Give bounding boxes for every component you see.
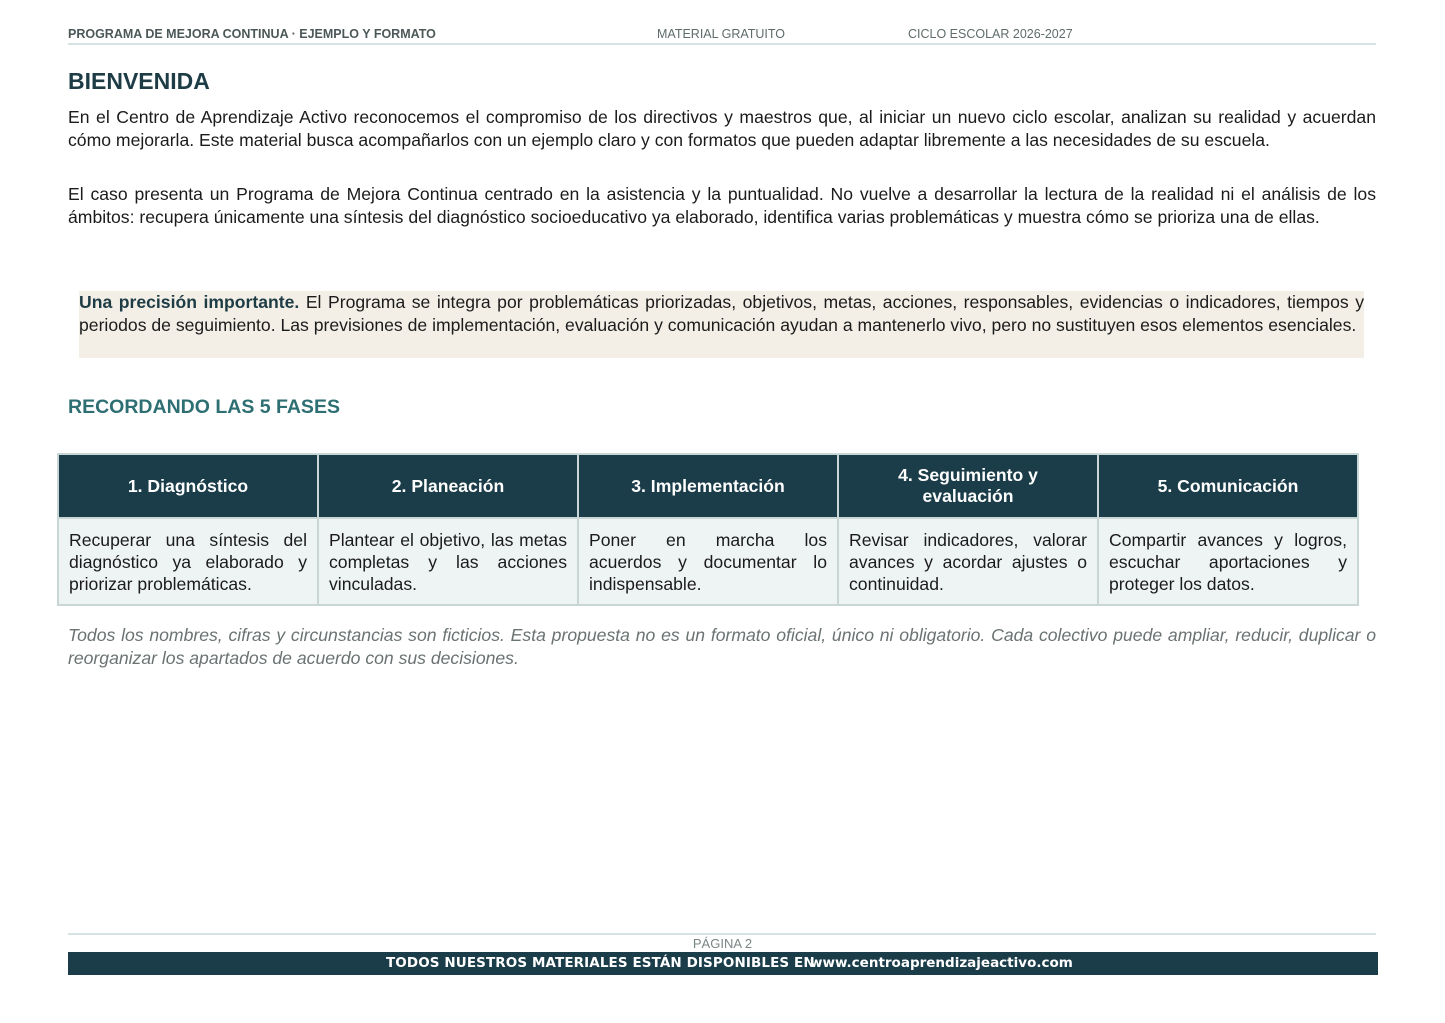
- welcome-paragraph-1: En el Centro de Aprendizaje Activo reconocemos el compromiso de los directivos y maestros que, al iniciar un nuevo ciclo escolar, analizan su realidad y acuerdan cómo mejorarla. Este material busca acompañarlos con un ejemplo claro y con formatos que pueden adaptar libremente a las necesidades de su escuela.: [68, 107, 1376, 150]
- phase-header-implementacion: 3. Implementación: [578, 454, 838, 518]
- phase-desc-seguimiento: Revisar indicadores, valorar avances y acordar ajustes o continuidad.: [838, 518, 1098, 605]
- header-material-label: MATERIAL GRATUITO: [657, 27, 786, 41]
- phase-desc-comunicacion: Compartir avances y logros, escuchar aportaciones y proteger los datos.: [1098, 518, 1358, 605]
- footer-divider: [68, 933, 1376, 935]
- footer-banner: [68, 952, 1378, 975]
- note-text: El Programa se integra por problemáticas priorizadas, objetivos, metas, acciones, responsables, evidencias o indicadores, tiempos y periodos de seguimiento. Las previsiones de implementación, evaluación y comunicación ayudan a mantenerlo vivo, pero no sustituyen esos elementos esenciales.: [79, 292, 1364, 335]
- page-header: [68, 27, 1376, 45]
- footer-banner-text: TODOS NUESTROS MATERIALES ESTÁN DISPONIBLES EN: [386, 955, 815, 971]
- welcome-heading: BIENVENIDA: [68, 68, 210, 94]
- page-number: PÁGINA 2: [692, 936, 753, 951]
- phases-description-row: [58, 518, 1358, 605]
- phases-heading: RECORDANDO LAS 5 FASES: [68, 396, 340, 418]
- phase-header-planeacion: 2. Planeación: [318, 454, 578, 518]
- disclaimer-text: Todos los nombres, cifras y circunstancias son ficticios. Esta propuesta no es un formato oficial, único ni obligatorio. Cada colectivo puede ampliar, reducir, duplicar o reorganizar los apartados de acuerdo con sus decisiones.: [68, 625, 1376, 668]
- footer-website-link[interactable]: www.centroaprendizajeactivo.com: [810, 955, 1073, 971]
- phases-header-row: [58, 454, 1358, 518]
- phase-desc-diagnostico: Recuperar una síntesis del diagnóstico ya elaborado y priorizar problemáticas.: [58, 518, 318, 605]
- header-school-cycle: CICLO ESCOLAR 2026-2027: [908, 27, 1073, 41]
- note-lead: Una precisión importante.: [79, 292, 300, 312]
- phase-header-comunicacion: 5. Comunicación: [1098, 454, 1358, 518]
- header-program-title: PROGRAMA DE MEJORA CONTINUA · EJEMPLO Y FORMATO: [68, 27, 436, 41]
- phase-header-seguimiento: 4. Seguimiento y evaluación: [838, 454, 1098, 518]
- important-note-box: [79, 291, 1364, 358]
- phase-header-diagnostico: 1. Diagnóstico: [58, 454, 318, 518]
- welcome-paragraph-2: El caso presenta un Programa de Mejora Continua centrado en la asistencia y la puntualidad. No vuelve a desarrollar la lectura de la realidad ni el análisis de los ámbitos: recupera únicamente una síntesis del diagnóstico socioeducativo ya elaborado, identifica varias problemáticas y muestra cómo se prioriza una de ellas.: [68, 184, 1376, 227]
- phase-desc-planeacion: Plantear el objetivo, las metas completas y las acciones vinculadas.: [318, 518, 578, 605]
- phases-table: [57, 453, 1359, 606]
- phase-desc-implementacion: Poner en marcha los acuerdos y documentar lo indispensable.: [578, 518, 838, 605]
